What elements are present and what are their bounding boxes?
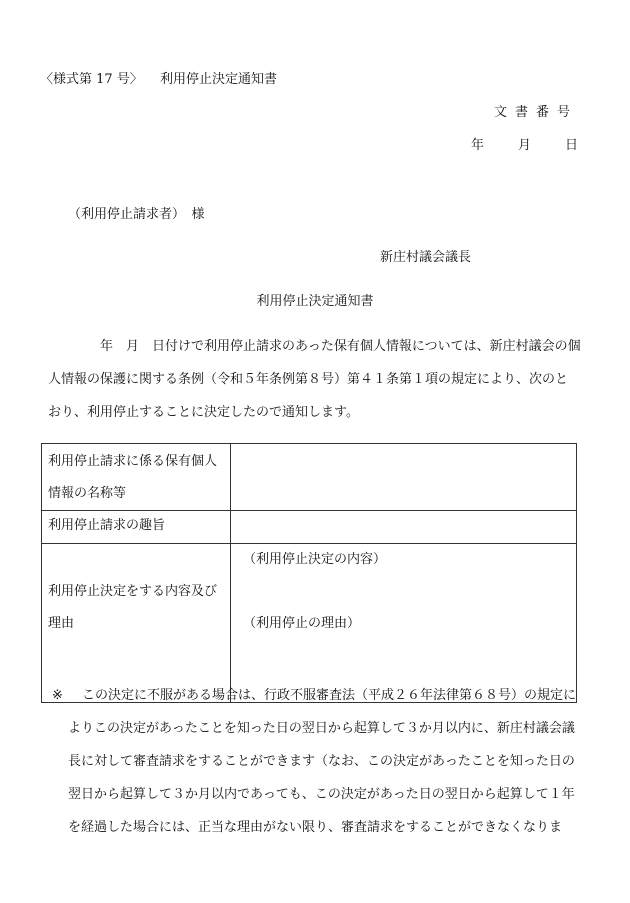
date-year: 年 — [470, 138, 484, 153]
value-request-purpose — [231, 511, 577, 544]
note-line: ※ この決定に不服がある場合は、行政不服審査法（平成２６年法律第６８号）の規定に — [48, 679, 588, 712]
appeal-note — [48, 679, 588, 844]
body-line: 人情報の保護に関する条例（令和５年条例第８号）第４１条第１項の規定により、次のと — [48, 372, 569, 387]
form-title: 利用停止決定通知書 — [160, 72, 278, 87]
note-line: よりこの決定があったことを知った日の翌日から起算して３か月以内に、新庄村議会議 — [68, 721, 575, 736]
body-paragraph — [48, 330, 588, 429]
row-label-request-purpose: 利用停止請求の趣旨 — [42, 511, 231, 544]
form-number: 〈様式第 17 号〉 — [40, 72, 143, 87]
date-month: 月 — [517, 138, 531, 153]
label-line: 理由 — [48, 616, 75, 631]
row-label-info-name — [42, 444, 231, 511]
info-table — [41, 443, 577, 703]
value-info-name — [231, 444, 577, 511]
note-line: を経過した場合には、正当な理由がない限り、審査請求をすることができなくなりま — [68, 820, 563, 835]
document-number-label: 文書番号 — [493, 105, 578, 120]
table-row — [42, 444, 577, 511]
recipient: （利用停止請求者） 様 — [68, 207, 205, 222]
note-line: 翌日から起算して３か月以内であっても、この決定があった日の翌日から起算して１年 — [68, 787, 575, 802]
date-line — [471, 134, 578, 153]
decision-reason-label: （利用停止の理由） — [243, 616, 361, 631]
note-mark: ※ — [52, 688, 63, 703]
page-title: 利用停止決定通知書 — [256, 294, 374, 309]
label-line: 利用停止請求に係る保有個人 — [48, 454, 218, 469]
label-line: 利用停止決定をする内容及び — [48, 584, 218, 599]
date-day: 日 — [564, 138, 578, 153]
body-line: 年 月 日付けで利用停止請求のあった保有個人情報については、新庄村議会の個 — [100, 339, 581, 354]
sender: 新庄村議会議長 — [380, 250, 472, 265]
table-row — [42, 511, 577, 544]
label-line: 情報の名称等 — [48, 486, 127, 501]
decision-content-label: （利用停止決定の内容） — [243, 552, 387, 567]
note-line: 長に対して審査請求をすることができます（なお、この決定があったことを知った日の — [68, 754, 575, 769]
body-line: おり、利用停止することに決定したので通知します。 — [48, 405, 359, 420]
